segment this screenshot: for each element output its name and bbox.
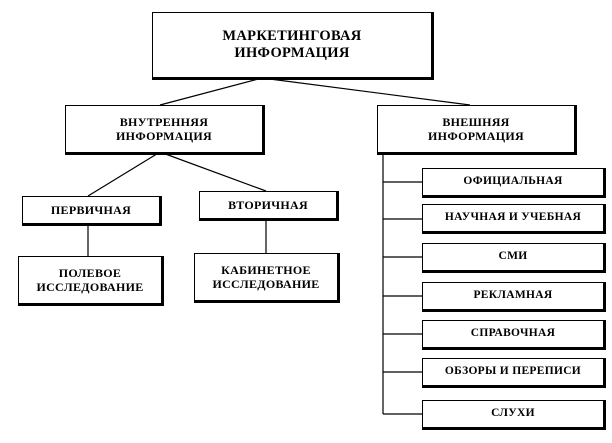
internal-info-node	[65, 105, 265, 155]
source-advertising	[422, 282, 606, 312]
connector-root-external	[262, 78, 470, 105]
connector-internal-secondary	[160, 152, 266, 191]
connector-root-internal	[160, 78, 262, 105]
source-official-label: ОФИЦИАЛЬНАЯ	[463, 175, 563, 188]
source-reference-label: СПРАВОЧНАЯ	[470, 327, 556, 340]
internal-label-line1: ВНУТРЕННЯЯ	[119, 114, 209, 129]
field-research-line2: ИССЛЕДОВАНИЕ	[36, 280, 144, 294]
field-research-node	[18, 256, 164, 306]
desk-research-line1: КАБИНЕТНОЕ	[221, 262, 311, 277]
source-reviews-censuses	[422, 358, 606, 388]
source-rumors-label: СЛУХИ	[491, 407, 535, 420]
external-label-line1: ВНЕШНЯЯ	[442, 114, 510, 129]
external-label-line2: ИНФОРМАЦИЯ	[428, 129, 524, 143]
internal-label-line2: ИНФОРМАЦИЯ	[116, 129, 212, 143]
source-media-label: СМИ	[498, 250, 528, 263]
source-media	[422, 243, 606, 273]
source-scientific-label: НАУЧНАЯ И УЧЕБНАЯ	[444, 211, 582, 224]
primary-info-node	[22, 196, 162, 226]
desk-research-node	[194, 253, 340, 303]
root-label-line1: МАРКЕТИНГОВАЯ	[222, 27, 362, 44]
field-research-line1: ПОЛЕВОЕ	[58, 265, 122, 280]
secondary-label: ВТОРИЧНАЯ	[228, 197, 308, 212]
source-reference	[422, 320, 606, 350]
root-node	[152, 12, 434, 80]
source-rumors	[422, 400, 606, 430]
connector-internal-primary	[88, 152, 160, 196]
source-reviews-label: ОБЗОРЫ И ПЕРЕПИСИ	[444, 365, 582, 378]
secondary-info-node	[199, 191, 339, 221]
primary-label: ПЕРВИЧНАЯ	[50, 202, 132, 217]
desk-research-line2: ИССЛЕДОВАНИЕ	[212, 277, 320, 291]
source-official	[422, 168, 606, 198]
root-label-line2: ИНФОРМАЦИЯ	[234, 45, 350, 61]
source-scientific	[422, 204, 606, 234]
source-advertising-label: РЕКЛАМНАЯ	[473, 289, 553, 302]
external-info-node	[377, 105, 577, 155]
